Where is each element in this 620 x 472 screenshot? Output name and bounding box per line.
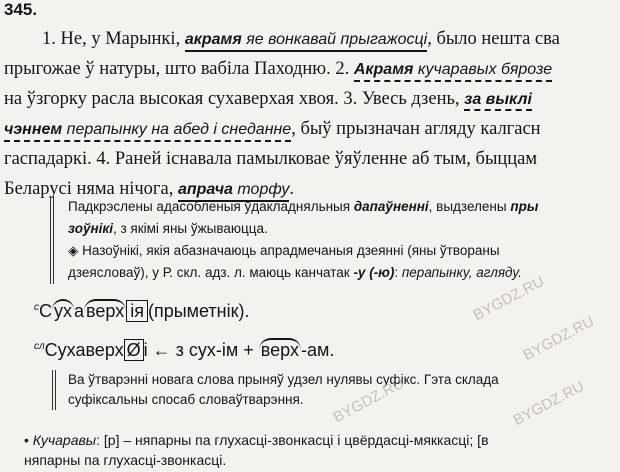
explanation-line-3 (68, 240, 620, 262)
text-line-5 (4, 144, 620, 174)
preposition-continued: чэннем (4, 121, 63, 138)
text-fragment: , быў прызначан агляду калгасн (291, 119, 541, 139)
term-complements: дапаўненні (353, 199, 429, 214)
morphemic-analysis (34, 290, 334, 329)
phonetic-line-1 (24, 430, 620, 450)
watermark: BYGDZ.RU (520, 312, 597, 365)
watermark: BYGDZ.RU (510, 377, 587, 430)
bullet-icon: • (24, 432, 29, 448)
text-line-4 (4, 114, 620, 144)
preposition-akramya: Акрамя (353, 61, 414, 78)
watermark: BYGDZ.RU (330, 374, 407, 427)
note-line-1: Ва ўтварэнні новага слова прыняў удзел нулявы суфікс. Гэта склада (68, 372, 499, 387)
word-formation-analysis (34, 329, 334, 368)
analysis-type-label: с (34, 302, 39, 313)
complement-text: перапынку на абед і снеданне (62, 121, 292, 138)
text-fragment: . (289, 179, 294, 199)
term-prepositions-end: зоўнікі (68, 221, 113, 236)
preposition-za-vykl: за выклі (464, 91, 532, 111)
highlight-preposition-phrase (4, 119, 291, 142)
phonetic-text: : [р] – няпарны па глухасці-звонкасці і цвёрдасці-мяккасці; [в (96, 432, 489, 448)
explanation-box (50, 196, 620, 284)
root-verkh: верх (260, 340, 299, 360)
derivation-text: і ← з сух-ім + (143, 340, 259, 360)
text-fragment: , было нешта сва (427, 29, 560, 49)
explanation-line-2 (68, 218, 620, 240)
word-stem: Сухаверх (44, 340, 124, 360)
analysis-type-label: сл (34, 341, 45, 352)
text-fragment: дзеясловаў), у Р. скл. адз. л. маюць канчатак (68, 265, 354, 280)
preposition-aprcha: апрача (177, 181, 233, 198)
text-fragment: на ўзгорку расла высокая сухаверхая хвоя. 3. Увесь дзень, (4, 89, 465, 109)
phonetic-line-2: няпарны па глухасці-звонкасці. (24, 452, 227, 468)
example-words: перапынку, агляду. (401, 265, 522, 280)
root-2: верх (86, 301, 125, 321)
word-analysis (34, 290, 334, 368)
preposition-akramya: акрамя (184, 31, 242, 48)
root-1: ух (54, 301, 72, 321)
text-line-1 (4, 24, 620, 54)
complement-text: кучаравых бярозе (413, 61, 553, 78)
text-fragment: гаспадаркі. 4. Раней існавала памылковае ўяўленне аб тым, быццам (4, 149, 538, 169)
note-line-2: суфіксальны спосаб словаўтварэння. (68, 392, 304, 407)
exercise-text (4, 24, 620, 204)
text-fragment: , з якімі яны ўжываюцца. (112, 221, 268, 236)
text-fragment: , выдзелены (428, 199, 511, 214)
derivation-text-end: -ам. (300, 340, 335, 360)
diamond-icon: ◈ (68, 243, 79, 258)
highlight-preposition-phrase (354, 59, 552, 82)
zero-suffix: Ø (124, 339, 144, 361)
exercise-number: 345. (4, 0, 38, 19)
complement-text: яе вонкавай прыгажосці (241, 31, 428, 48)
text-fragment: : (394, 265, 402, 280)
ending-box: ія (126, 300, 148, 322)
text-fragment: Падкрэслены адасобленыя ўдакладняльныя (68, 199, 354, 214)
ending-marker: -у (-ю) (353, 265, 395, 280)
watermark: BYGDZ.RU (470, 272, 547, 325)
text-fragment: Назоўнікі, якія абазначаюць апрадмечаныя дзеянні (яны ўтвораны (78, 243, 500, 258)
connecting-vowel: а (74, 301, 85, 321)
text-line-2 (4, 54, 620, 84)
text-fragment: Беларусі няма нічога, (4, 179, 178, 199)
text-fragment: прыгожае ў натуры, што вабіла Паходню. 2. (4, 59, 354, 79)
word-letter: С (39, 301, 52, 321)
text-fragment: 1. Не, у Марынкі, (42, 29, 185, 49)
complement-text: торфу (232, 181, 290, 198)
explanation-line-1 (68, 196, 620, 218)
part-of-speech-note: (прыметнік). (147, 301, 250, 321)
word-formation-note (52, 370, 620, 410)
explanation-line-4 (68, 262, 620, 284)
phonetic-note (24, 430, 620, 470)
analyzed-word: Кучаравы (32, 432, 97, 448)
highlight-preposition-phrase (185, 29, 427, 52)
text-line-3 (4, 84, 620, 114)
term-prepositions: пры (510, 199, 539, 214)
